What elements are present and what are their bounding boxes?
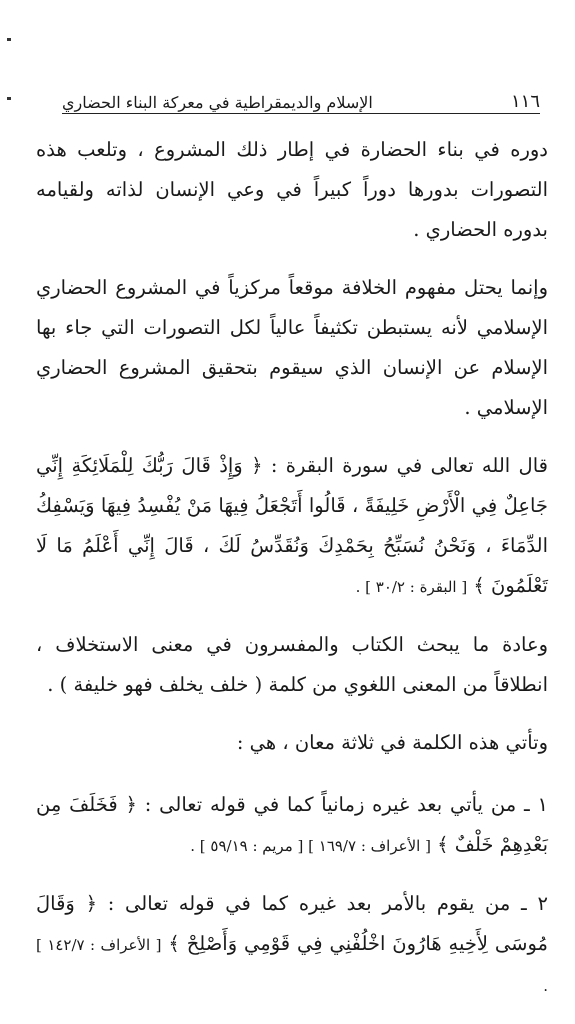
paragraph-text: دوره في بناء الحضارة في إطار ذلك المشروع ، وتلعب هذه التصورات بدورها دوراً كبيراً في وعي الإنسان لذاته ولقيامه بدوره الحضاري . (36, 138, 548, 241)
quran-reference: [ البقرة : ٣٠/٢ ] . (355, 578, 468, 596)
paragraph-text: وإنما يحتل مفهوم الخلافة موقعاً مركزياً في المشروع الحضاري الإسلامي لأنه يستبطن تكثيفاً عالياً لكل التصورات التي جاء بها الإسلام عن الإنسان الذي سيقوم بتحقيق المشروع الحضاري الإسلامي . (36, 276, 548, 419)
running-header (62, 82, 540, 112)
paragraph (36, 625, 548, 705)
quran-quote-paragraph (36, 446, 548, 607)
header-divider (62, 113, 540, 114)
body-text (36, 130, 548, 1024)
paragraph (36, 130, 548, 250)
paragraph-text: ٢ ـ من يقوم بالأمر بعد غيره كما في قوله تعالى : ﴿ وَقَالَ مُوسَى لِأَخِيهِ هَارُونَ اخْلُفْنِي فِي قَوْمِي وَأَصْلِحْ ﴾ (36, 892, 549, 955)
paragraph-text: وتأتي هذه الكلمة في ثلاثة معان ، هي : (236, 731, 548, 754)
paragraph (36, 268, 548, 428)
running-title: الإسلام والديمقراطية في معركة البناء الحضاري (62, 93, 373, 112)
paragraph (36, 723, 548, 763)
quran-reference: [ الأعراف : ١٦٩/٧ ] [ مريم : ٥٩/١٩ ] . (190, 837, 431, 855)
scan-mark (7, 97, 11, 100)
page-number: ١١٦ (510, 91, 540, 112)
list-item (36, 785, 548, 866)
paragraph-text: قال الله تعالى في سورة البقرة : ﴿ وَإِذْ قَالَ رَبُّكَ لِلْمَلَائِكَةِ إِنِّي جَاعِلٌ فِي الْأَرْضِ خَلِيفَةً ، قَالُوا أَتَجْعَلُ فِيهَا مَنْ يُفْسِدُ فِيهَا وَيَسْفِكُ الدِّمَاءَ ، وَنَحْنُ نُسَبِّحُ بِحَمْدِكَ وَنُقَدِّسُ لَكَ ، قَالَ إِنِّي أَعْلَمُ مَا لَا تَعْلَمُونَ ﴾ (36, 454, 548, 597)
list-item (36, 884, 548, 1006)
paragraph-text: ١ ـ من يأتي بعد غيره زمانياً كما في قوله تعالى : ﴿ فَخَلَفَ مِن بَعْدِهِمْ خَلْفٌ ﴾ (36, 793, 548, 856)
quran-reference: [ الأعراف : ١٤٢/٧ ] . (36, 936, 548, 995)
paragraph-text: وعادة ما يبحث الكتاب والمفسرون في معنى الاستخلاف ، انطلاقاً من المعنى اللغوي من كلمة ( خلف يخلف فهو خليفة ) . (36, 633, 548, 696)
scan-mark (7, 38, 11, 41)
